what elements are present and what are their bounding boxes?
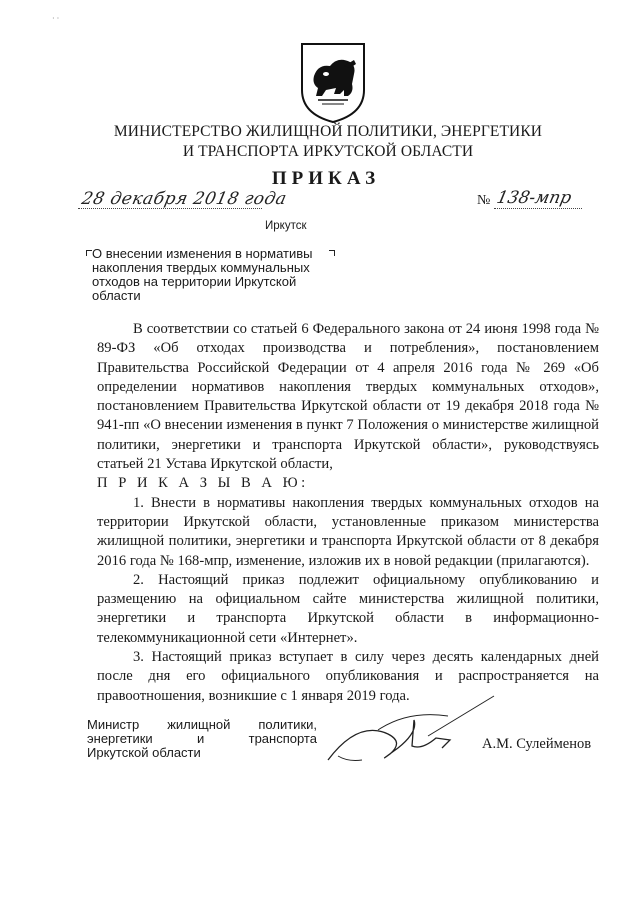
handwritten-number: 138-мпр: [494, 188, 574, 208]
position-word: Министр: [87, 717, 140, 732]
position-row-3: Иркутской области: [87, 745, 201, 760]
position-word: политики,: [258, 717, 317, 732]
order-subject: [92, 247, 342, 303]
ministry-name-line-1: МИНИСТЕРСТВО ЖИЛИЩНОЙ ПОЛИТИКИ, ЭНЕРГЕТИКИ: [113, 123, 543, 140]
signatory-position: [87, 718, 317, 760]
order-body: [97, 320, 599, 706]
subject-line: отходов на территории Иркутской: [92, 274, 297, 289]
handwritten-signature: [318, 690, 498, 780]
position-word: жилищной: [167, 717, 231, 732]
position-word: и: [197, 731, 205, 746]
position-word: энергетики: [87, 731, 153, 746]
order-item-1: 1. Внести в нормативы накопления твердых коммунальных отходов на территории Иркутской области, установленные приказом министерства жилищной политики, энергетики и транспорта Иркутской области от 8 декабря 2016 года № 168-мпр, изменение, изложив их в новой редакции (прилагаются).: [97, 494, 599, 569]
subject-line: области: [92, 288, 141, 303]
order-item-3: 3. Настоящий приказ вступает в силу через десять календарных дней после дня его официального опубликования и распространяется на правоотношения, возникшие с 1 января 2019 года.: [97, 649, 599, 704]
scan-speck: · ·: [52, 14, 60, 23]
order-item-2: 2. Настоящий приказ подлежит официальному опубликованию и размещению на официальном сайте министерства жилищной политики, энергетики и транспорта Иркутской области в информационно-телекоммуникационной сети «Интернет».: [97, 571, 599, 646]
signatory-name: А.М. Сулейменов: [482, 736, 592, 752]
number-underline: [494, 208, 582, 209]
subject-line: накопления твердых коммунальных: [92, 260, 310, 275]
date-underline: [78, 208, 262, 209]
number-sign: №: [477, 193, 491, 208]
position-row-1: [87, 718, 317, 732]
order-word: П Р И К А З Ы В А Ю:: [97, 475, 309, 492]
document-title: ПРИКАЗ: [271, 168, 381, 189]
coat-of-arms-emblem-icon: [296, 38, 370, 124]
position-word: транспорта: [248, 731, 317, 746]
ministry-name-line-2: И ТРАНСПОРТА ИРКУТСКОЙ ОБЛАСТИ: [182, 143, 474, 160]
subject-line: О внесении изменения в нормативы: [92, 246, 313, 261]
position-row-2: [87, 732, 317, 746]
handwritten-date: 28 декабря 2018 года: [79, 189, 289, 209]
city-name: Иркутск: [265, 220, 307, 232]
preamble-paragraph: В соответствии со статьей 6 Федерального закона от 24 июня 1998 года № 89-ФЗ «Об отходах производства и потребления», постановлением Правительства Российской Федерации от 4 апреля 2016 года № 269 «Об определении нормативов накопления твердых коммунальных отходов», постановлением Правительства Иркутской области от 19 декабря 2018 года № 941-пп «О внесении изменения в пункт 7 Положения о министерстве жилищной политики, энергетики и транспорта Иркутской области», руководствуясь статьей 21 Устава Иркутской области,: [97, 321, 599, 473]
